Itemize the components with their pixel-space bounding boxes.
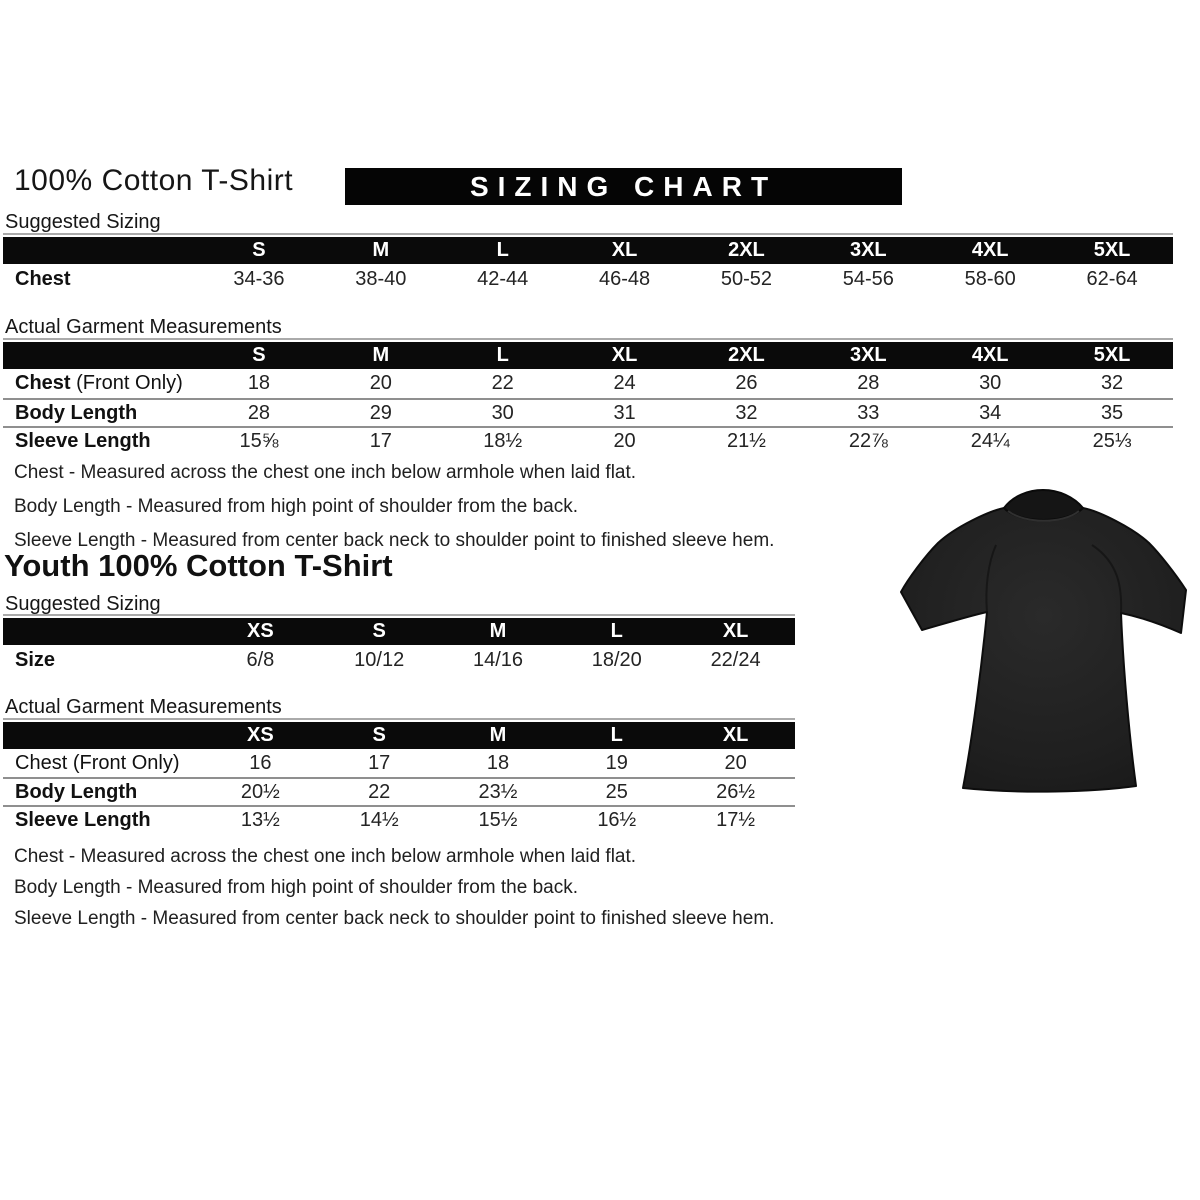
- column-header: 3XL: [849, 239, 887, 261]
- note-sleeve-length: Sleeve Length - Measured from center back neck to shoulder point to finished sleeve hem.: [14, 908, 775, 929]
- column-header: L: [610, 620, 623, 642]
- cell: 20: [613, 430, 636, 452]
- column-header: 5XL: [1093, 239, 1131, 261]
- youth-measurements-label: Actual Garment Measurements: [5, 696, 282, 718]
- cell: 30: [491, 401, 514, 424]
- table-row-body-length: [3, 777, 795, 805]
- cell: 22/24: [710, 648, 761, 671]
- youth-measurements-table: [3, 718, 795, 833]
- adult-measurements-table: [3, 338, 1173, 455]
- table-row-body-length: [3, 398, 1173, 426]
- cell: 26: [735, 372, 758, 394]
- adult-suggested-table: [3, 233, 1173, 295]
- cell: 15½: [478, 808, 518, 831]
- cell: 17: [369, 430, 392, 452]
- note-chest: Chest - Measured across the chest one inch below armhole when laid flat.: [14, 846, 637, 867]
- column-header: 2XL: [728, 344, 765, 366]
- column-header: 3XL: [849, 344, 887, 366]
- tshirt-body: [901, 508, 1186, 792]
- youth-measurement-notes: [14, 846, 774, 939]
- cell: 18/20: [591, 648, 642, 671]
- column-header: XL: [722, 724, 749, 746]
- youth-suggested-table: [3, 614, 795, 675]
- table-row-size: [3, 645, 795, 675]
- cell: 14/16: [472, 648, 524, 671]
- youth-suggested-header-row: [3, 618, 795, 645]
- column-header: L: [496, 344, 509, 366]
- row-label-suffix: (Front Only): [76, 372, 183, 394]
- column-header: XL: [611, 344, 638, 366]
- column-header: XL: [611, 239, 638, 261]
- black-tshirt-image: [893, 483, 1195, 803]
- cell: 32: [735, 401, 758, 424]
- cell: 22: [368, 780, 391, 803]
- cell: 30: [979, 372, 1002, 394]
- note-chest: Chest - Measured across the chest one inch below armhole when laid flat.: [14, 462, 637, 483]
- column-header: S: [372, 724, 386, 746]
- column-header: M: [372, 239, 390, 261]
- column-header: M: [372, 344, 390, 366]
- note-body-length: Body Length - Measured from high point of shoulder from the back.: [14, 877, 578, 898]
- cell: 18: [247, 372, 271, 394]
- cell: 28: [247, 401, 271, 424]
- note-body-length: Body Length - Measured from high point of shoulder from the back.: [14, 496, 578, 517]
- row-label: [3, 372, 198, 395]
- column-header: XS: [247, 620, 274, 642]
- cell: 34-36: [233, 268, 285, 290]
- cell: 17: [368, 751, 391, 774]
- cell: 26½: [716, 780, 756, 803]
- cell: 21½: [726, 430, 766, 452]
- cell: 17½: [716, 808, 756, 831]
- cell: 35: [1100, 401, 1124, 424]
- cell: 25⅓: [1092, 430, 1132, 452]
- cell: 50-52: [720, 268, 773, 290]
- note-sleeve-length: Sleeve Length - Measured from center back neck to shoulder point to finished sleeve hem.: [14, 530, 775, 551]
- cell: 58-60: [964, 268, 1016, 290]
- column-header: S: [252, 344, 266, 366]
- cell: 6/8: [246, 648, 275, 671]
- cell: 10/12: [354, 648, 405, 671]
- cell: 22: [491, 372, 514, 394]
- column-header: S: [252, 239, 266, 261]
- row-label: Sleeve Length: [15, 808, 151, 831]
- cell: 15⅝: [239, 430, 279, 452]
- youth-section-title: Youth 100% Cotton T-Shirt: [4, 548, 393, 583]
- row-label: Size: [15, 648, 56, 671]
- table-row-chest: [3, 264, 1173, 295]
- adult-suggested-header-row: [3, 237, 1173, 264]
- cell: 20: [369, 372, 392, 394]
- adult-suggested-sizing-label: Suggested Sizing: [5, 211, 161, 233]
- adult-measurements-header-row: [3, 342, 1173, 369]
- cell: 28: [857, 372, 880, 394]
- cell: 62-64: [1086, 268, 1138, 290]
- cell: 16: [249, 751, 272, 774]
- cell: 46-48: [598, 268, 651, 290]
- cell: 24: [613, 372, 636, 394]
- column-header: XS: [247, 724, 274, 746]
- column-header: M: [489, 620, 507, 642]
- table-row-chest: [3, 749, 795, 777]
- column-header: L: [496, 239, 509, 261]
- row-label: Sleeve Length: [15, 430, 151, 452]
- column-header: XL: [722, 620, 749, 642]
- sizing-chart-banner-text: SIZING CHART: [469, 170, 778, 202]
- cell: 42-44: [477, 268, 529, 290]
- row-label: Chest: [15, 268, 71, 290]
- cell: 22⅞: [848, 430, 888, 452]
- table-row-chest: [3, 369, 1173, 398]
- column-header: L: [610, 724, 623, 746]
- cell: 29: [369, 401, 392, 424]
- cell: 32: [1100, 372, 1124, 394]
- sizing-chart-banner: [345, 168, 902, 205]
- cell: 16½: [597, 808, 637, 831]
- youth-suggested-sizing-label: Suggested Sizing: [5, 593, 161, 615]
- cell: 23½: [478, 780, 518, 803]
- row-label: [3, 752, 201, 775]
- table-row-sleeve-length: [3, 805, 795, 833]
- tshirt-graphic: [893, 483, 1195, 803]
- cell: 20½: [240, 780, 280, 803]
- cell: 18: [486, 751, 510, 774]
- cell: 25: [605, 780, 628, 803]
- table-row-sleeve-length: [3, 426, 1173, 455]
- cell: 33: [857, 401, 880, 424]
- cell: 38-40: [355, 268, 407, 290]
- page-title: 100% Cotton T-Shirt: [14, 164, 294, 197]
- cell: 19: [605, 751, 628, 774]
- column-header: S: [372, 620, 386, 642]
- cell: 31: [613, 401, 636, 424]
- column-header: 2XL: [728, 239, 765, 261]
- cell: 13½: [240, 808, 280, 831]
- column-header: M: [489, 724, 507, 746]
- column-header: 4XL: [971, 344, 1009, 366]
- row-label-main: Chest: [15, 372, 71, 394]
- row-label-suffix: (Front Only): [72, 751, 180, 774]
- cell: 20: [724, 751, 747, 774]
- cell: 14½: [359, 808, 399, 831]
- row-label-main: Chest: [15, 751, 68, 774]
- row-label: Body Length: [15, 401, 138, 424]
- youth-measurements-header-row: [3, 722, 795, 749]
- column-header: 5XL: [1093, 344, 1131, 366]
- column-header: 4XL: [971, 239, 1009, 261]
- cell: 54-56: [842, 268, 894, 290]
- row-label: Body Length: [15, 780, 138, 803]
- cell: 34: [979, 401, 1002, 424]
- adult-measurements-label: Actual Garment Measurements: [5, 316, 282, 338]
- cell: 24¼: [970, 430, 1010, 452]
- cell: 18½: [483, 430, 523, 452]
